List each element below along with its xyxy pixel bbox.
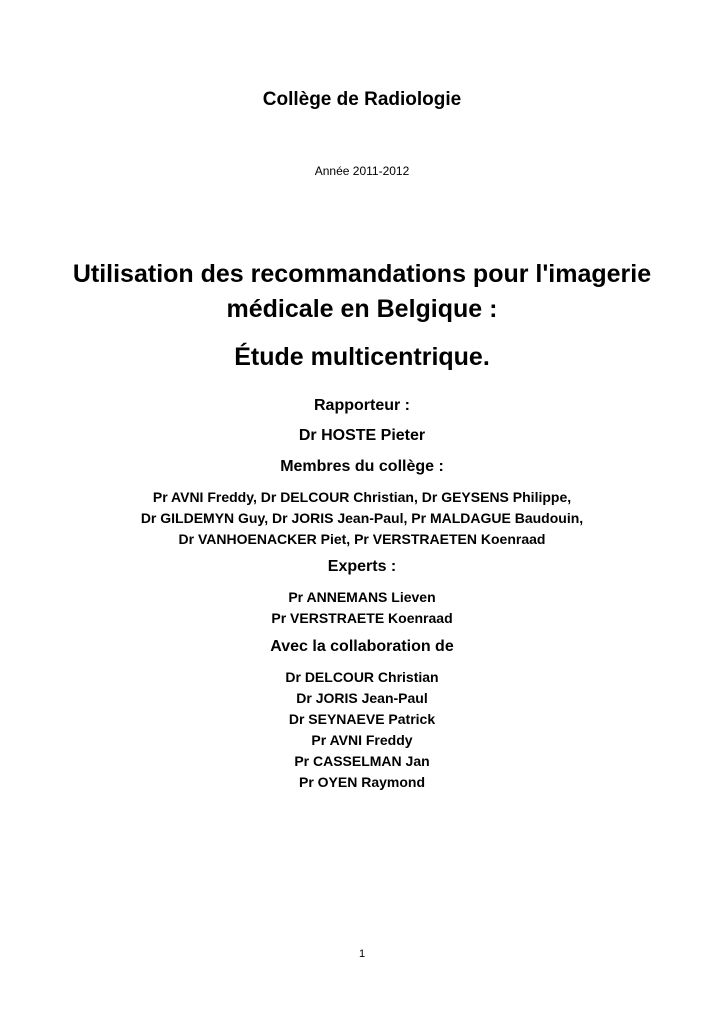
collaborator-name: Pr CASSELMAN Jan [294,753,430,769]
academic-year: Année 2011-2012 [314,164,410,178]
collaborator-name: Pr OYEN Raymond [298,774,426,790]
document-title-line-1: Utilisation des recommandations pour l'imagerie [72,260,652,288]
members-list [0,487,724,550]
document-subtitle: Étude multicentrique. [234,343,490,371]
members-label: Membres du collège : [280,458,444,475]
collaborator-name: Pr AVNI Freddy [311,732,413,748]
collaboration-list [0,667,724,793]
collaborator-name: Dr DELCOUR Christian [285,669,439,685]
members-line: Dr VANHOENACKER Piet, Pr VERSTRAETEN Koenraad [178,531,546,547]
collaborator-name: Dr JORIS Jean-Paul [296,690,428,706]
members-line: Dr GILDEMYN Guy, Dr JORIS Jean-Paul, Pr MALDAGUE Baudouin, [140,510,584,526]
document-title [0,257,724,327]
college-name: Collège de Radiologie [262,89,462,110]
experts-label: Experts : [327,558,397,575]
expert-name: Pr ANNEMANS Lieven [288,589,436,605]
experts-list [0,587,724,629]
rapporteur-label: Rapporteur : [314,397,410,414]
collaboration-label: Avec la collaboration de [270,638,454,655]
rapporteur-name: Dr HOSTE Pieter [298,427,426,444]
document-title-line-2: médicale en Belgique : [226,295,498,323]
expert-name: Pr VERSTRAETE Koenraad [271,610,453,626]
page-number: 1 [358,948,366,960]
collaborator-name: Dr SEYNAEVE Patrick [288,711,436,727]
members-line: Pr AVNI Freddy, Dr DELCOUR Christian, Dr GEYSENS Philippe, [152,489,572,505]
